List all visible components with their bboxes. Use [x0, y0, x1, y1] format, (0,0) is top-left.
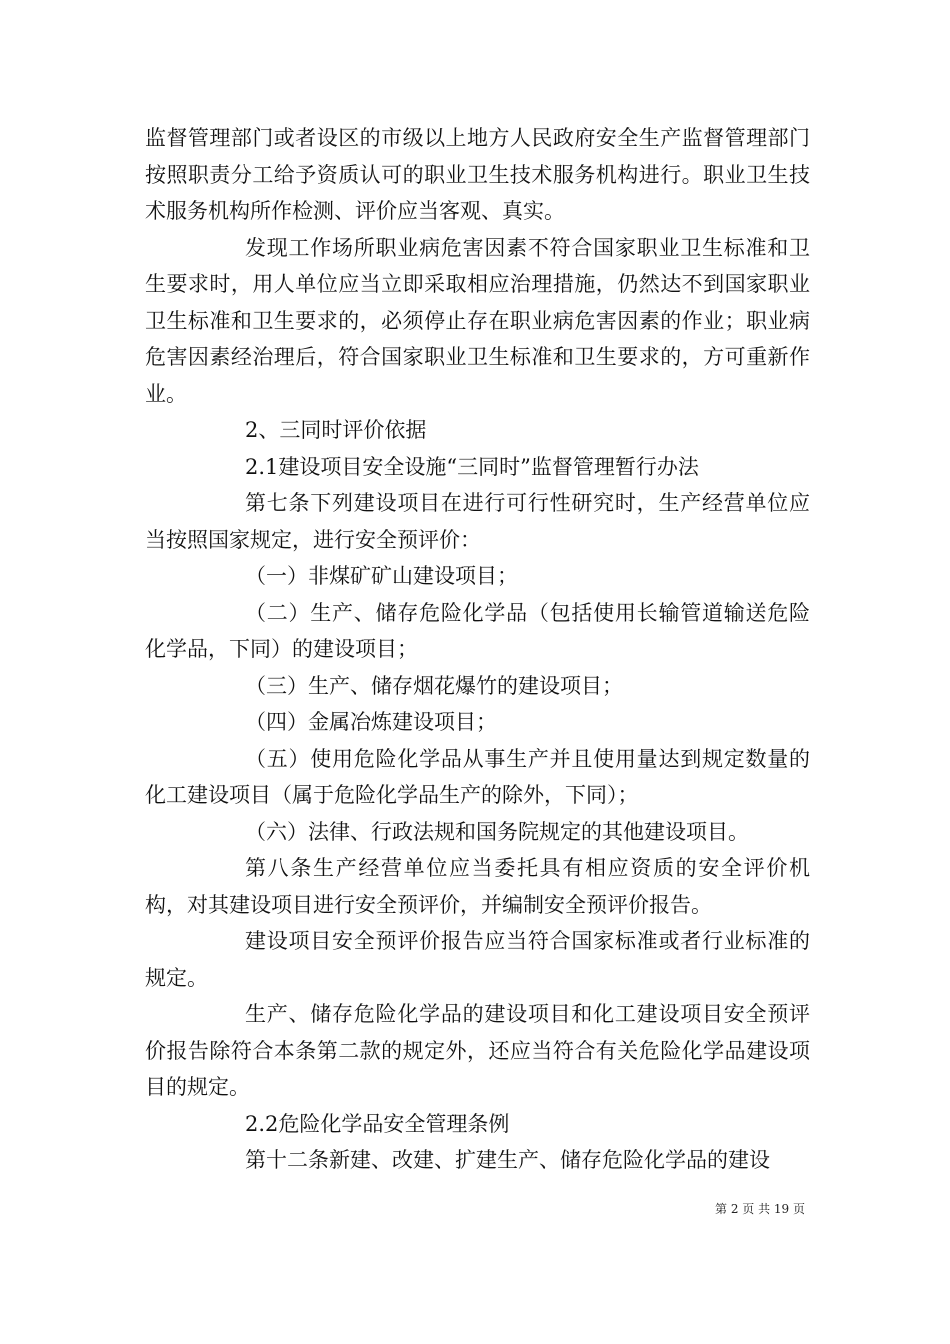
article-7-item-5: （五）使用危险化学品从事生产并且使用量达到规定数量的化工建设项目（属于危险化学品生产的除外，下同）；	[145, 746, 810, 807]
article-8-clause-3: 生产、储存危险化学品的建设项目和化工建设项目安全预评价报告除符合本条第二款的规定外，还应当符合有关危险化学品建设项目的规定。	[145, 1002, 810, 1099]
article-7: 第七条下列建设项目在进行可行性研究时，生产经营单位应当按照国家规定，进行安全预评价：	[145, 491, 810, 552]
article-8: 第八条生产经营单位应当委托具有相应资质的安全评价机构，对其建设项目进行安全预评价，并编制安全预评价报告。	[145, 856, 810, 917]
article-7-item-4: （四）金属冶炼建设项目；	[245, 710, 497, 734]
document-body	[145, 120, 810, 1179]
page-number-footer: 第 2 页 共 19 页	[715, 1202, 805, 1216]
article-7-item-2: （二）生产、储存危险化学品（包括使用长输管道输送危险化学品，下同）的建设项目；	[145, 600, 810, 661]
subsection-heading-2-2: 2.2危险化学品安全管理条例	[245, 1111, 510, 1136]
paragraph-2: 发现工作场所职业病危害因素不符合国家职业卫生标准和卫生要求时，用人单位应当立即采取相应治理措施，仍然达不到国家职业卫生标准和卫生要求的，必须停止存在职业病危害因素的作业；职业病危害因素经治理后，符合国家职业卫生标准和卫生要求的，方可重新作业。	[145, 235, 810, 406]
article-8-clause-2: 建设项目安全预评价报告应当符合国家标准或者行业标准的规定。	[145, 929, 810, 990]
paragraph-1: 监督管理部门或者设区的市级以上地方人民政府安全生产监督管理部门按照职责分工给予资质认可的职业卫生技术服务机构进行。职业卫生技术服务机构所作检测、评价应当客观、真实。	[145, 126, 810, 223]
article-7-item-3: （三）生产、储存烟花爆竹的建设项目；	[245, 673, 623, 698]
subsection-heading-2-1: 2.1建设项目安全设施“三同时”监督管理暂行办法	[245, 454, 699, 479]
article-7-item-6: （六）法律、行政法规和国务院规定的其他建设项目。	[245, 819, 749, 844]
article-12: 第十二条新建、改建、扩建生产、储存危险化学品的建设	[245, 1148, 770, 1172]
section-heading-2: 2、三同时评价依据	[245, 418, 427, 442]
article-7-item-1: （一）非煤矿矿山建设项目；	[245, 564, 518, 588]
